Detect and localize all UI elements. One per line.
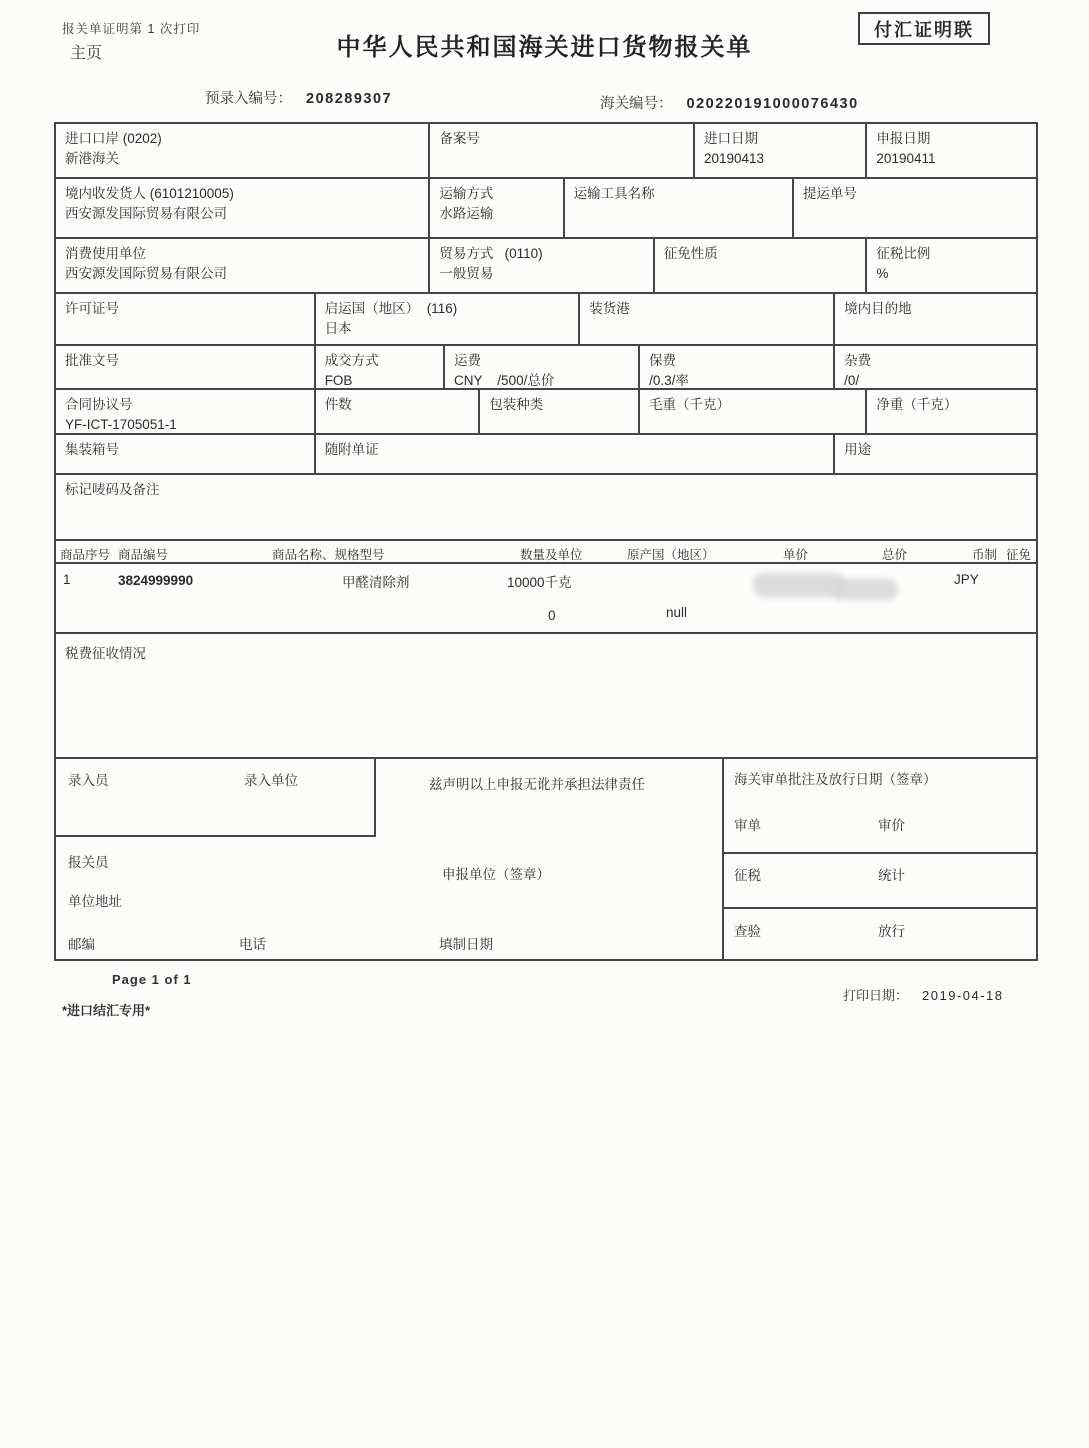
field-import-date	[695, 124, 867, 177]
field-label: 进口口岸 (0202)	[65, 131, 162, 146]
field-label: 境内收发货人 (6101210005)	[65, 186, 234, 201]
field-label: 税费征收情况	[65, 646, 146, 661]
goods-qty: 10000千克	[507, 575, 572, 590]
fill-date-label: 填制日期	[439, 937, 493, 952]
purpose-note: *进口结汇专用*	[62, 1003, 151, 1018]
field-trade-mode	[430, 239, 654, 292]
taxation-label: 征税	[734, 868, 761, 883]
field-contract-no	[56, 390, 316, 433]
field-departure-country	[316, 294, 581, 344]
customs-broker-label: 报关员	[68, 855, 109, 870]
field-insurance	[640, 346, 835, 388]
field-label: 申报日期	[876, 131, 931, 146]
print-date-value: 2019-04-18	[922, 988, 1004, 1003]
field-license-no	[56, 294, 316, 344]
field-label: 提运单号	[802, 186, 857, 201]
field-label: 件数	[324, 397, 352, 412]
field-declare-date	[867, 124, 1036, 177]
field-record-no	[430, 124, 695, 177]
field-label: 备案号	[439, 131, 480, 146]
field-label: 运输工具名称	[573, 186, 655, 201]
field-consignee	[56, 179, 430, 237]
entry-clerk-label: 录入员	[68, 773, 109, 788]
field-label: 贸易方式 (0110)	[439, 246, 543, 261]
field-transaction-mode	[316, 346, 445, 388]
pre-entry-value: 208289307	[306, 91, 393, 107]
field-import-port	[56, 124, 430, 177]
field-value: YF-ICT-1705051-1	[65, 417, 177, 433]
field-usage	[835, 435, 1036, 473]
field-freight	[445, 346, 640, 388]
field-label: 毛重（千克）	[649, 397, 731, 412]
field-domestic-destination	[835, 294, 1036, 344]
field-value: /0/	[844, 373, 860, 388]
customs-number	[600, 92, 859, 113]
statistics-label: 统计	[878, 868, 905, 883]
field-label: 进口日期	[703, 131, 758, 146]
redacted-total-price	[832, 579, 898, 600]
field-label: 征免性质	[663, 246, 718, 261]
declare-unit-sign-label: 申报单位（签章）	[442, 867, 550, 882]
field-value: 西安源发国际贸易有限公司	[65, 266, 227, 282]
goods-col-total-price: 总价	[882, 548, 908, 562]
field-label: 标记唛码及备注	[65, 482, 160, 497]
field-value: /0.3/率	[649, 373, 689, 388]
declaration-statement: 兹声明以上申报无讹并承担法律责任	[429, 777, 645, 792]
field-value: 新港海关	[65, 151, 119, 167]
copy-stamp: 付汇证明联	[858, 12, 990, 45]
field-value: %	[876, 266, 889, 282]
field-label: 保费	[649, 353, 677, 368]
unit-address-label: 单位地址	[68, 894, 122, 909]
field-label: 批准文号	[65, 353, 119, 368]
customs-review-label: 海关审单批注及放行日期（签章）	[734, 772, 937, 787]
field-value: CNY /500/总价	[454, 373, 555, 388]
release-label: 放行	[878, 924, 905, 939]
home-tab-label: 主页	[70, 45, 103, 62]
field-container-no	[56, 435, 316, 473]
goods-col-currency: 币制	[972, 548, 998, 562]
field-value: 水路运输	[439, 206, 494, 222]
entry-unit-label: 录入单位	[244, 773, 298, 788]
inspection-label: 查验	[734, 924, 761, 939]
divider	[722, 759, 724, 959]
goods-qty-line2: 0	[548, 608, 556, 623]
field-label: 成交方式	[324, 353, 379, 368]
field-package-type	[480, 390, 640, 433]
declaration-form-table	[54, 122, 1038, 961]
customs-number-label: 海关编号：	[600, 96, 673, 112]
goods-col-qty: 数量及单位	[520, 548, 583, 562]
field-transport-mode	[430, 179, 564, 237]
declaration-block	[56, 759, 1036, 959]
goods-code: 3824999990	[118, 573, 194, 588]
field-label: 用途	[844, 442, 872, 457]
field-label: 征税比例	[876, 246, 931, 261]
field-transport-name	[565, 179, 794, 237]
field-packages	[316, 390, 481, 433]
field-label: 装货港	[589, 301, 630, 316]
field-label: 启运国（地区） (116)	[324, 301, 458, 316]
field-label: 运费	[454, 353, 482, 368]
document-title: 中华人民共和国海关进口货物报关单	[336, 34, 753, 61]
customs-number-value: 020220191000076430	[686, 96, 859, 112]
goods-col-name: 商品名称、规格型号	[272, 548, 385, 562]
field-tax-ratio	[867, 239, 1036, 292]
field-value: 20190411	[876, 151, 936, 167]
goods-name: 甲醛清除剂	[342, 575, 410, 590]
phone-label: 电话	[239, 937, 266, 952]
field-value: FOB	[324, 373, 353, 388]
field-label: 集装箱号	[65, 442, 119, 457]
field-value: 西安源发国际贸易有限公司	[65, 206, 227, 222]
goods-col-exempt: 征免	[1006, 548, 1032, 562]
field-value: 一般贸易	[439, 266, 494, 282]
field-label: 随附单证	[324, 442, 379, 457]
field-label: 净重（千克）	[876, 397, 958, 412]
field-label: 合同协议号	[65, 397, 133, 412]
field-value: 20190413	[703, 151, 765, 167]
field-gross-weight	[640, 390, 867, 433]
goods-seq: 1	[63, 572, 71, 587]
field-misc-fees	[835, 346, 1036, 388]
print-date	[843, 985, 1004, 1004]
field-label: 包装种类	[489, 397, 544, 412]
print-note: 报关单证明第 1 次打印	[62, 22, 201, 36]
goods-currency: JPY	[954, 572, 979, 587]
goods-table-row	[56, 564, 1036, 634]
field-loading-port	[580, 294, 835, 344]
postcode-label: 邮编	[68, 937, 95, 952]
page-indicator: Page 1 of 1	[112, 972, 192, 987]
field-value: 日本	[324, 321, 352, 337]
print-date-label: 打印日期：	[843, 988, 909, 1003]
field-bill-no	[794, 179, 1036, 237]
field-consumer-unit	[56, 239, 430, 292]
goods-col-code: 商品编号	[118, 548, 169, 562]
field-label: 境内目的地	[844, 301, 912, 316]
field-net-weight	[867, 390, 1036, 433]
review-price-label: 审价	[878, 818, 905, 833]
review-doc-label: 审单	[734, 818, 761, 833]
divider	[722, 852, 1036, 854]
goods-table-header	[56, 541, 1036, 564]
field-marks-notes	[56, 475, 1036, 539]
field-label: 运输方式	[439, 186, 494, 201]
field-label: 杂费	[844, 353, 872, 368]
goods-origin-null: null	[666, 605, 688, 620]
field-label: 消费使用单位	[65, 246, 146, 261]
field-label: 许可证号	[65, 301, 119, 316]
field-approval-no	[56, 346, 316, 388]
redacted-unit-price	[753, 573, 845, 597]
pre-entry-number	[205, 87, 392, 108]
field-exempt-nature	[655, 239, 868, 292]
field-tax-section	[56, 634, 1036, 757]
goods-col-seq: 商品序号	[60, 548, 111, 562]
goods-col-origin: 原产国（地区）	[627, 548, 715, 562]
field-attached-docs	[316, 435, 835, 473]
pre-entry-label: 预录入编号：	[205, 91, 292, 107]
goods-col-unit-price: 单价	[783, 548, 809, 562]
divider	[722, 907, 1036, 909]
